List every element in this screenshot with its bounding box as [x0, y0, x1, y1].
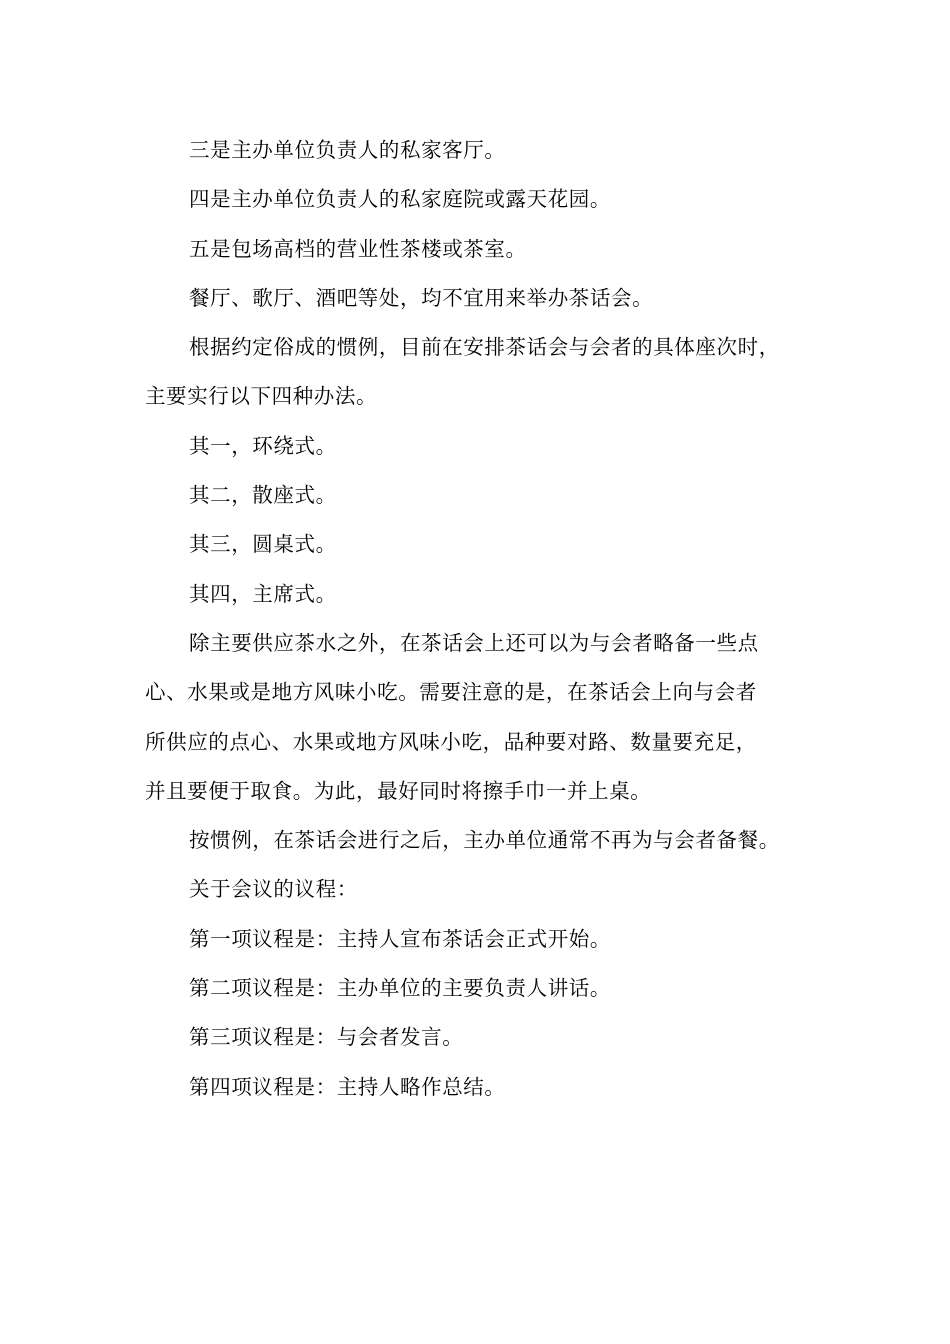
text-line: 其四，主席式。: [189, 581, 337, 606]
paragraph: [145, 175, 813, 224]
paragraph: [145, 964, 813, 1013]
text-line: 第一项议程是：主持人宣布茶话会正式开始。: [189, 926, 611, 951]
paragraph: [145, 570, 813, 619]
text-line: 心、水果或是地方风味小吃。需要注意的是，在茶话会上向与会者: [145, 680, 757, 705]
document-body: [145, 126, 813, 1112]
text-line: 其一，环绕式。: [189, 433, 337, 458]
text-line: 并且要便于取食。为此，最好同时将擦手巾一并上桌。: [145, 778, 652, 803]
text-line: 除主要供应茶水之外，在茶话会上还可以为与会者略备一些点: [189, 630, 759, 655]
paragraph: [145, 520, 813, 569]
paragraph: [145, 323, 813, 422]
text-line: 第四项议程是：主持人略作总结。: [189, 1074, 506, 1099]
text-line: 所供应的点心、水果或地方风味小吃，品种要对路、数量要充足，: [145, 729, 757, 754]
paragraph: [145, 619, 813, 816]
text-line: 其三，圆桌式。: [189, 532, 337, 557]
paragraph: [145, 126, 813, 175]
paragraph: [145, 1063, 813, 1112]
text-line: 按惯例，在茶话会进行之后，主办单位通常不再为与会者备餐。: [189, 828, 780, 853]
paragraph: [145, 225, 813, 274]
text-line: 根据约定俗成的惯例，目前在安排茶话会与会者的具体座次时，: [189, 335, 780, 360]
paragraph: [145, 865, 813, 914]
paragraph: [145, 816, 813, 865]
text-line: 主要实行以下四种办法。: [145, 384, 378, 409]
text-line: 关于会议的议程：: [189, 877, 358, 902]
text-line: 餐厅、歌厅、酒吧等处，均不宜用来举办茶话会。: [189, 285, 654, 310]
paragraph: [145, 915, 813, 964]
paragraph: [145, 1013, 813, 1062]
text-line: 三是主办单位负责人的私家客厅。: [189, 138, 506, 162]
text-line: 第三项议程是：与会者发言。: [189, 1025, 464, 1050]
paragraph: [145, 274, 813, 323]
text-line: 其二，散座式。: [189, 483, 337, 508]
text-line: 四是主办单位负责人的私家庭院或露天花园。: [189, 187, 611, 212]
text-line: 第二项议程是：主办单位的主要负责人讲话。: [189, 976, 611, 1001]
text-line: 五是包场高档的营业性茶楼或茶室。: [189, 236, 527, 261]
paragraph: [145, 422, 813, 471]
paragraph: [145, 471, 813, 520]
